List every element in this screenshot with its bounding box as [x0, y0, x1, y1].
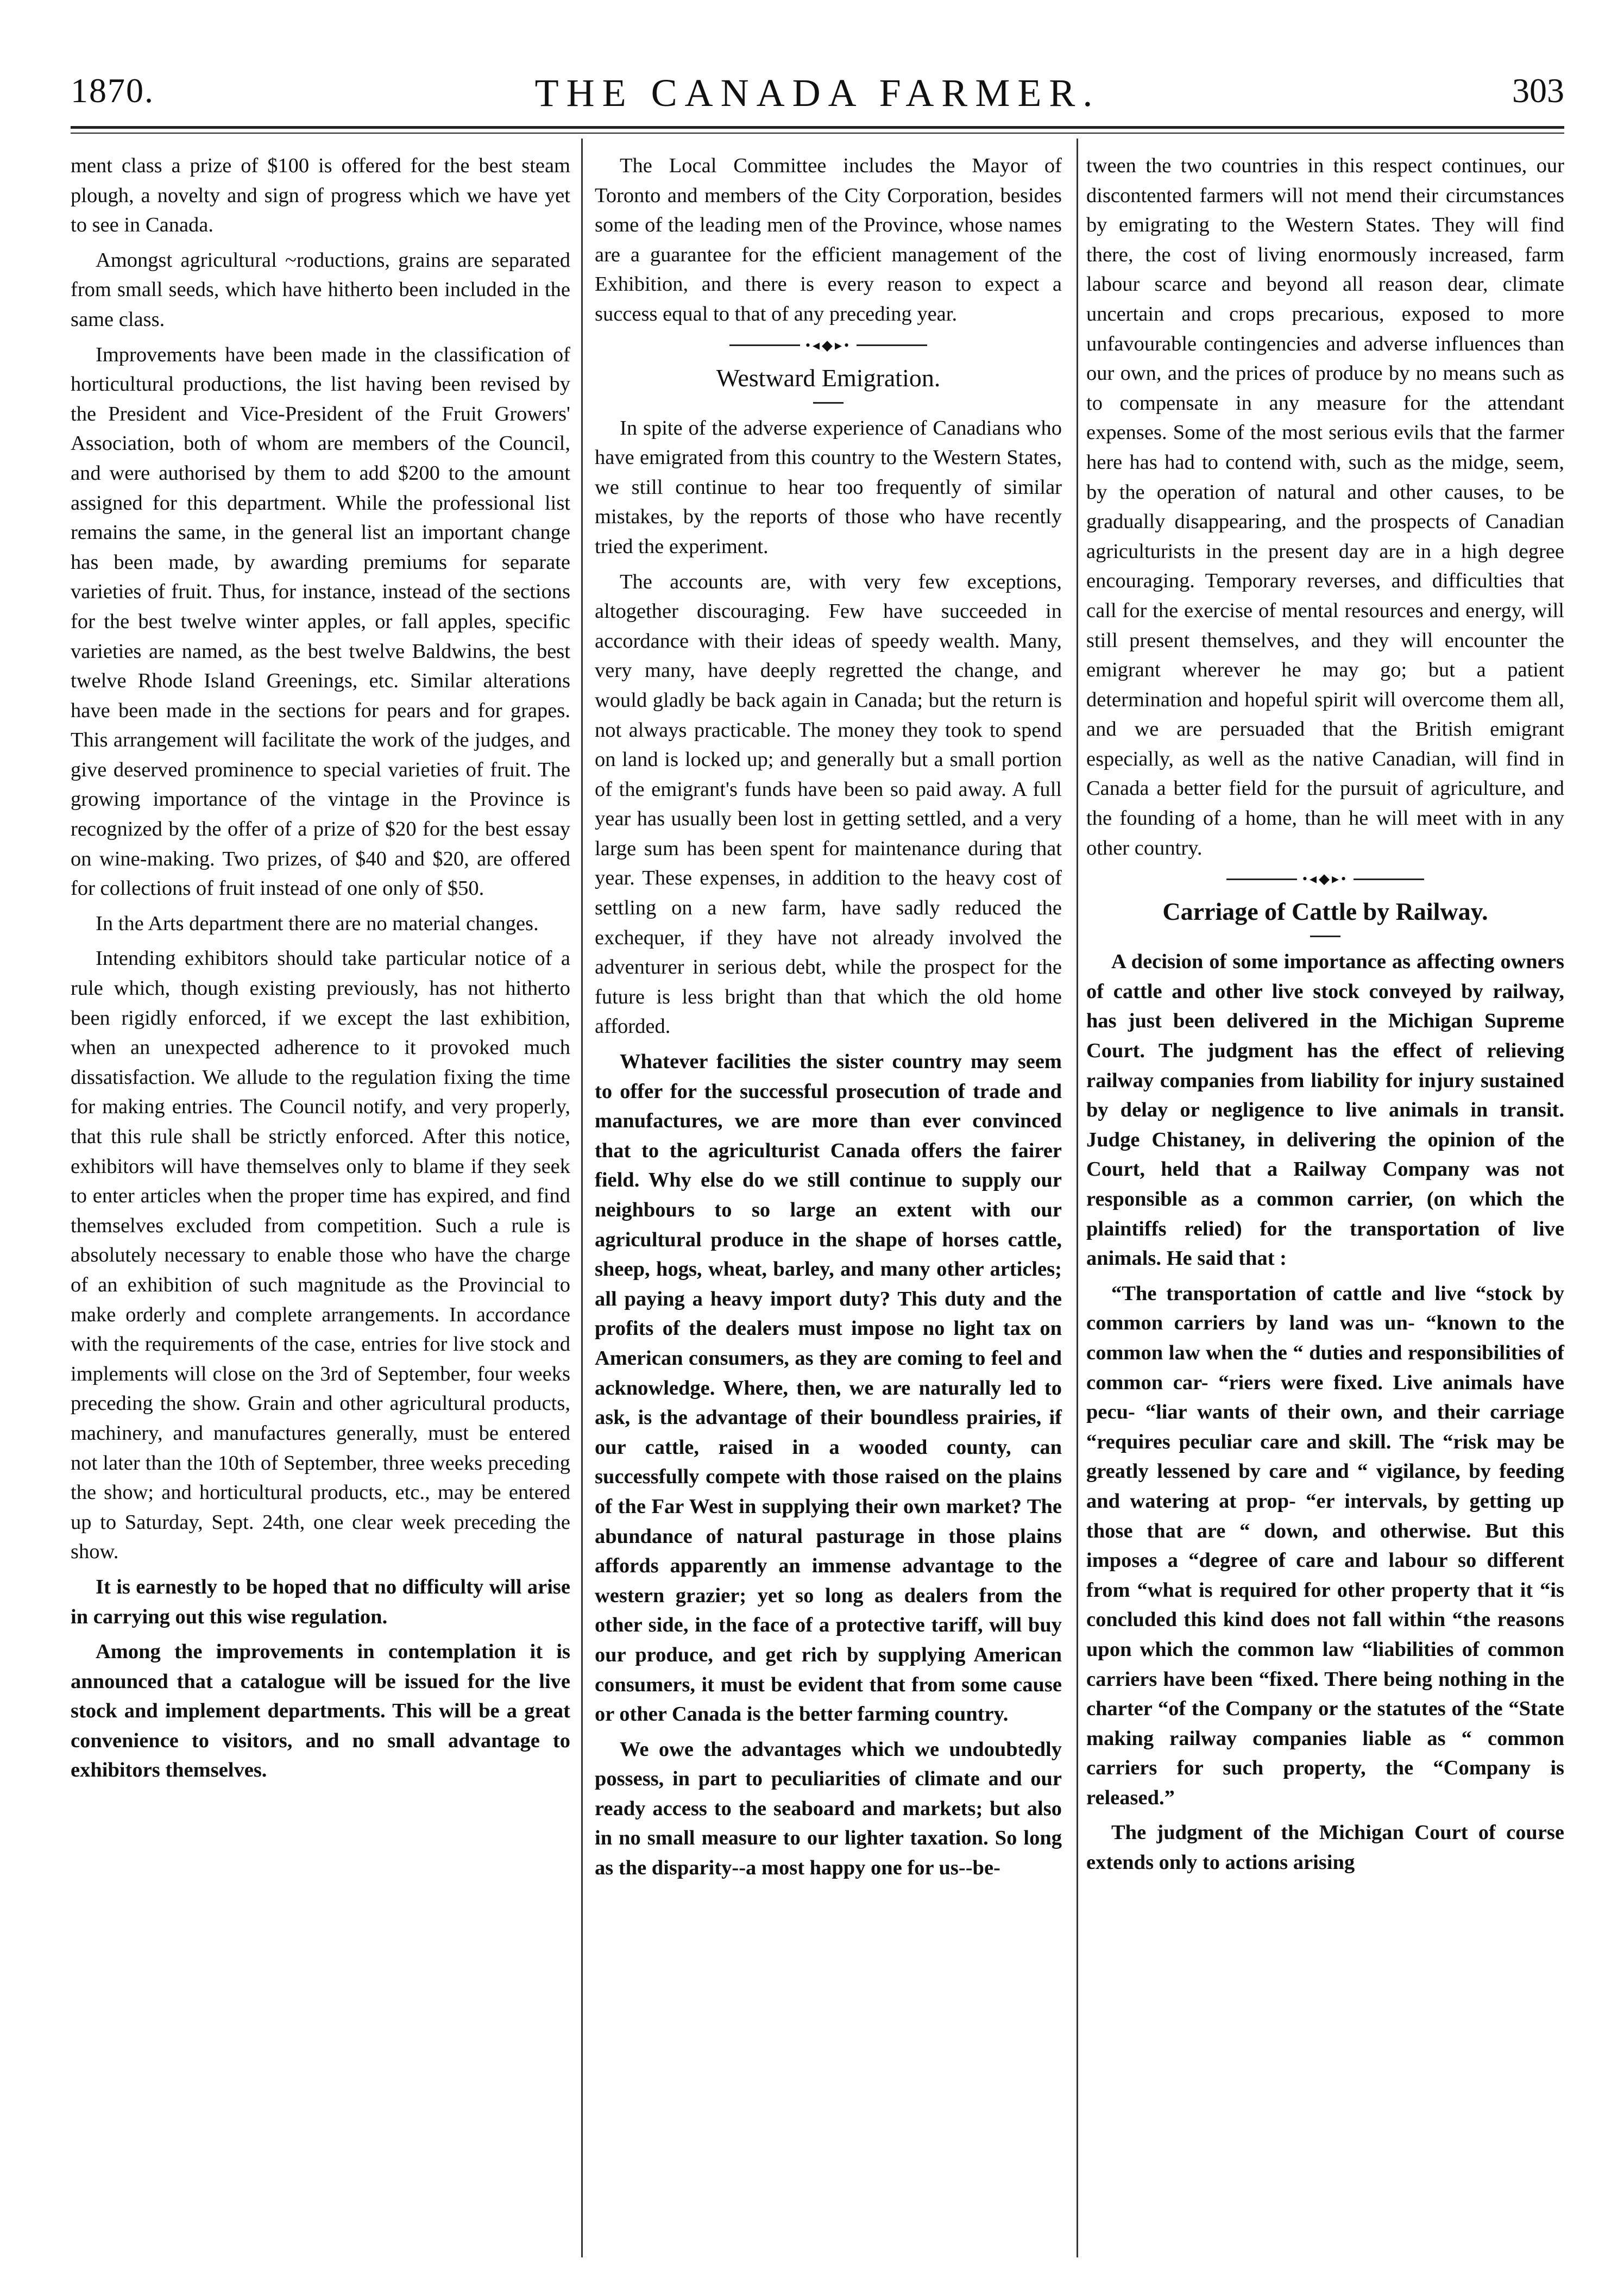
article-heading: Westward Emigration. — [716, 363, 941, 392]
heading-rule — [1310, 936, 1340, 937]
paragraph: The Local Committee includes the Mayor of Toronto and members of the City Corporation, besides some of the leading men of the Province, whose names are a guarantee for the efficient management of the Exhibition, and there is every reason to expect a success equal to that of any preceding year. — [595, 154, 1062, 325]
column-1 — [71, 151, 570, 1791]
masthead-rule-thick — [71, 126, 1564, 129]
paragraph: The judgment of the Michigan Court of course extends only to actions arising — [1086, 1821, 1564, 1874]
masthead — [71, 71, 1564, 125]
column-2 — [595, 151, 1062, 1889]
page-number: 303 — [1512, 71, 1564, 110]
heading-rule — [813, 402, 844, 404]
paragraph: In the Arts department there are no material changes. — [96, 912, 539, 935]
paragraph: tween the two countries in this respect continues, our discontented farmers will not mend their circumstances by emigrating to the Western States. They will find there, the cost of living enormously increased, farm labour scarce and beyond all reason dear, climate uncertain and crops precarious, exposed to more unfavourable contingencies and adverse influences than our own, and the prices of produce by no means such as to compensate in any measure for the attendant expenses. Some of the most serious evils that the farmer here has had to contend with, such as the midge, seem, by the operation of natural and other causes, to be gradually disappearing, and the prospects of Canadian agriculturists in the present day are in a high degree encouraging. Temporary reverses, and difficulties that call for the exercise of mental resources and energy, will still present themselves, and they will encounter the emigrant wherever he may go; but a patient determination and hopeful spirit will overcome them all, and we are persuaded that the British emigrant especially, as well as the native Canadian, will find in Canada a better field for the pursuit of agriculture, and the founding of a home, than he will meet with in any other country. — [1086, 154, 1564, 859]
paragraph: ment class a prize of $100 is offered for the best steam plough, a novelty and sign of progress which we have yet to see in Canada. — [71, 154, 570, 237]
paragraph: Among the improvements in contemplation it is announced that a catalogue will be issued for the live stock and implement departments. This will be a great convenience to visitors, and no small advantage to exhibitors themselves. — [71, 1640, 570, 1782]
paragraph: In spite of the adverse experience of Canadians who have emigrated from this country to the Western States, we still continue to hear too frequently of similar mistakes, by the reports of those who have recently tried the experiment. — [595, 416, 1062, 558]
paragraph: The accounts are, with very few exceptions, altogether discouraging. Few have succeeded in accordance with their ideas of speedy wealth. Many, very many, have deeply regretted the change, and would gladly be back again in Canada; but the return is not always practicable. The money they took to spend on land is locked up; and generally but a small portion of the emigrant's funds have been so paid away. A full year has usually been lost in getting settled, and a very large sum has been spent for maintenance during that year. These expenses, in addition to the heavy cost of settling on a new farm, have sadly reduced the exchequer, if they have not already involved the adventurer in serious debt, while the prospect for the future is less bright than that which the old home afforded. — [595, 570, 1062, 1038]
column-divider — [1077, 139, 1078, 2257]
newspaper-title: THE CANADA FARMER. — [534, 71, 1100, 115]
paragraph: Intending exhibitors should take particular notice of a rule which, though existing previously, has not hitherto been rigidly enforced, if we except the last exhibition, when an unexpected adherence to it provoked much dissatisfaction. We allude to the regulation fixing the time for making entries. The Council notify, and very properly, that this rule shall be strictly enforced. After this notice, exhibitors will have themselves only to blame if they seek to enter articles when the proper time has expired, and find themselves excluded from competition. Such a rule is absolutely necessary to enable those who have the charge of an exhibition of such magnitude as the Provincial to make orderly and complete arrangements. In accordance with the requirements of the case, entries for live stock and implements will close on the 3rd of September, four weeks preceding the show. Grain and other agricultural products, machinery, and manufactures generally, must be entered not later than the 10th of September, three weeks preceding the show; and horticultural products, etc., may be entered up to Saturday, Sept. 24th, one clear week preceding the show. — [71, 947, 570, 1564]
paragraph: A decision of some importance as affecting owners of cattle and other live stock conveyed by railway, has just been delivered in the Michigan Supreme Court. The judgment has the effect of relieving railway companies from liability for injury sustained by delay or negligence to live animals in transit. Judge Chistaney, in delivering the opinion of the Court, held that a Railway Company was not responsible as a common carrier, (on which the plaintiffs relied) for the transportation of live animals. He said that : — [1086, 950, 1564, 1270]
issue-year: 1870. — [71, 71, 154, 110]
column-divider — [581, 139, 583, 2257]
masthead-rule-thin — [71, 133, 1564, 134]
paragraph: It is earnestly to be hoped that no difficulty will arise in carrying out this wise regulation. — [71, 1575, 570, 1628]
quotation: “The transportation of cattle and live “stock by common carriers by land was un- “known to the common law when the “ duties and responsibilities of common car- “riers were fixed. Live animals have pecu- “liar wants of their own, and their carriage “requires peculiar care and skill. The “risk may be greatly lessened by care and “ vigilance, by feeding and watering at prop- “er intervals, by getting up those that are “ down, and otherwise. But this imposes a “degree of care and labour so different from “what is required for other property that it “is concluded this kind does not fall within “the reasons upon which the common law “liabilities of common carriers have been “fixed. There being nothing in the charter “of the Company or the statutes of the “State making railway companies liable as “ common carriers for such property, the “Company is released.” — [1086, 1282, 1564, 1809]
paragraph: Whatever facilities the sister country may seem to offer for the successful prosecution of trade and manufactures, we are more than ever convinced that to the agriculturist Canada offers the fairer field. Why else do we still continue to supply our neighbours to so large an extent with our agricultural produce in the shape of horses cattle, sheep, hogs, wheat, barley, and many other articles; all paying a heavy import duty? This duty and the profits of the dealers must impose no light tax on American consumers, as they are coming to feel and acknowledge. Where, then, we are naturally led to ask, is the advantage of their boundless prairies, if our cattle, raised in a wooded county, can successfully compete with those raised on the plains of the Far West in supplying their own market? The abundance of natural pasturage in those plains affords apparently an immense advantage to the western grazier; yet so long as dealers from the other side, in the face of a protective tariff, will buy our produce, and get rich by supplying American consumers, it must be evident that from some cause or other Canada is the better farming country. — [595, 1050, 1062, 1726]
section-ornament: •◂◆▸• — [1086, 871, 1564, 883]
paragraph: Amongst agricultural ~roductions, grains are separated from small seeds, which have hitherto been included in the same class. — [71, 248, 570, 331]
article-heading: Carriage of Cattle by Railway. — [1162, 898, 1488, 926]
paragraph: Improvements have been made in the classification of horticultural productions, the list having been revised by the President and Vice-President of the Fruit Growers' Association, both of whom are members of the Council, and were authorised by them to add $200 to the amount assigned for this department. While the professional list remains the same, in the general list an important change has been made, by awarding premiums for separate varieties of fruit. Thus, for instance, instead of the sections for the best twelve winter apples, or fall apples, specific varieties are named, as the best twelve Baldwins, the best twelve Rhode Island Greenings, etc. Similar alterations have been made in the sections for pears and for grapes. This arrangement will facilitate the work of the judges, and give deserved prominence to special varieties of fruit. The growing importance of the vintage in the Province is recognized by the offer of a prize of $20 for the best essay on wine-making. Two prizes, of $40 and $20, are offered for collections of fruit instead of one only of $50. — [71, 343, 570, 900]
column-3 — [1086, 151, 1564, 1883]
paragraph: We owe the advantages which we undoubtedly possess, in part to peculiarities of climate and our ready access to the seaboard and markets; but also in no small measure to our lighter taxation. So long as the disparity--a most happy one for us--be- — [595, 1737, 1062, 1880]
section-ornament: •◂◆▸• — [595, 338, 1062, 350]
